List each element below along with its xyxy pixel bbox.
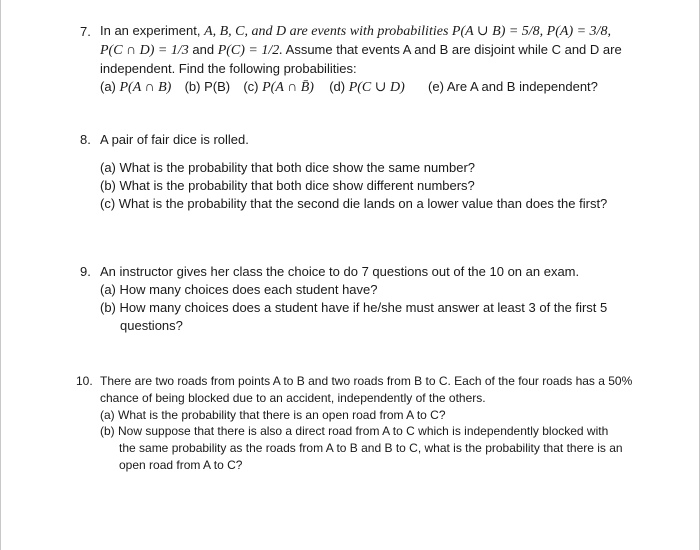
- question-text-line: A pair of fair dice is rolled.: [100, 132, 249, 147]
- part-b-continued: the same probability as the roads from A to B and B to C, what is the probability that there is an: [119, 441, 623, 455]
- part-e: (e) Are A and B independent?: [428, 79, 598, 94]
- question-text-line: independent. Find the following probabilities:: [100, 61, 357, 76]
- part-c: (c) What is the probability that the second die lands on a lower value than does the first?: [100, 196, 608, 211]
- part-b-continued: questions?: [120, 318, 183, 333]
- part-c: (c) P(A ∩ B̄): [243, 79, 314, 95]
- question-number: 7.: [80, 24, 91, 39]
- part-b-continued: open road from A to C?: [119, 458, 243, 472]
- question-number: 8.: [80, 132, 91, 147]
- text-run: In an experiment,: [100, 23, 205, 38]
- part-b: (b) How many choices does a student have if he/she must answer at least 3 of the first 5: [100, 300, 608, 315]
- part-a: (a) How many choices does each student have?: [100, 282, 378, 297]
- question-text-line: There are two roads from points A to B and two roads from B to C. Each of the four roads has a 50%: [100, 374, 633, 388]
- text-run: Assume that events A and B are disjoint while C and D are: [282, 42, 622, 57]
- question-number: 9.: [80, 264, 91, 279]
- question-number: 10.: [76, 374, 93, 388]
- question-text-line: [100, 23, 611, 40]
- math-run: A, B, C, and D are events with probabilities P(A ∪ B) = 5/8, P(A) = 3/8,: [204, 24, 611, 39]
- question-text-line: chance of being blocked due to an accident, independently of the others.: [100, 391, 486, 405]
- part-d: (d) P(C ∪ D): [329, 79, 405, 95]
- math-run: P(C) = 1/2.: [217, 43, 283, 58]
- math-run: P(C ∩ D) = 1/3: [100, 43, 189, 58]
- question-text-line: An instructor gives her class the choice to do 7 questions out of the 10 on an exam.: [100, 264, 580, 279]
- part-b: (b) P(B): [184, 79, 231, 94]
- part-b: (b) Now suppose that there is also a direct road from A to C which is independently blocked with: [100, 424, 609, 438]
- part-b: (b) What is the probability that both dice show different numbers?: [100, 178, 475, 193]
- parts-row: [100, 79, 598, 96]
- part-a: (a) What is the probability that both dice show the same number?: [100, 160, 476, 175]
- text-run: and: [188, 42, 218, 57]
- part-a: (a) P(A ∩ B): [100, 79, 172, 95]
- part-a: (a) What is the probability that there is an open road from A to C?: [100, 408, 446, 422]
- question-text-line: [100, 42, 622, 59]
- page-border-left: [0, 0, 1, 550]
